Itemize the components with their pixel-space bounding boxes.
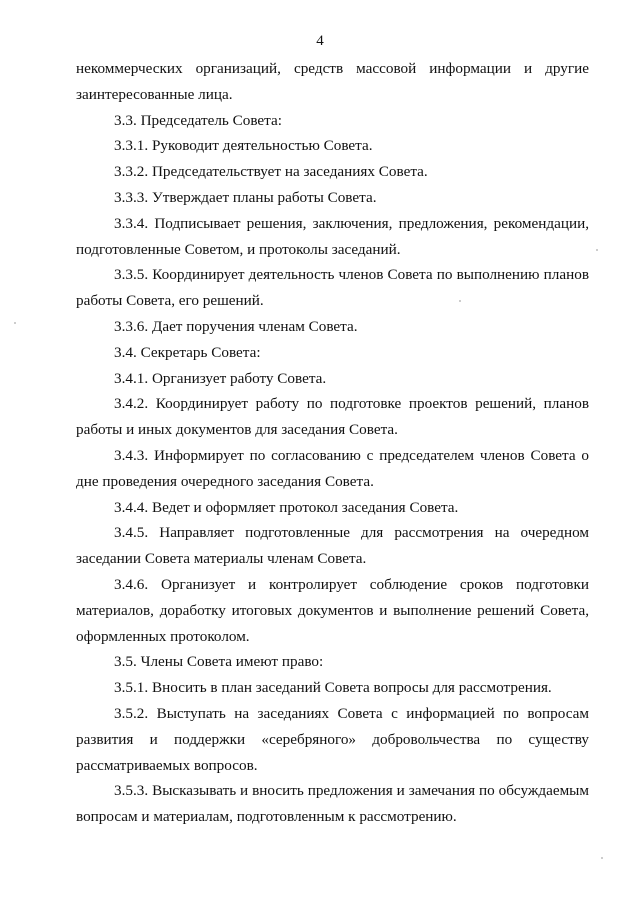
paragraph-3-3-heading: 3.3. Председатель Совета: bbox=[114, 111, 282, 129]
paragraph-3-4-5: 3.4.5. Направляет подготовленные для рассмотрения на очередном заседании Совета материалы членам Совета. bbox=[76, 524, 589, 568]
paragraph-3-5-3: 3.5.3. Высказывать и вносить предложения и замечания по обсуждаемым вопросам и материалам, подготовленным к рассмотрению. bbox=[76, 782, 589, 826]
paragraph-3-4-3: 3.4.3. Информирует по согласованию с председателем членов Совета о дне проведения очередного заседания Совета. bbox=[76, 446, 589, 490]
scan-speck bbox=[14, 322, 16, 324]
paragraph-3-3-6: 3.3.6. Дает поручения членам Совета. bbox=[114, 317, 358, 335]
paragraph-3-5-2: 3.5.2. Выступать на заседаниях Совета с информацией по вопросам развития и поддержки «серебряного» добровольчества по существу рассматриваемых вопросов. bbox=[76, 704, 589, 774]
paragraph-intro-continuation: некоммерческих организаций, средств массовой информации и другие заинтересованные лица. bbox=[76, 60, 589, 103]
paragraph-3-3-5: 3.3.5. Координирует деятельность членов Совета по выполнению планов работы Совета, его решений. bbox=[76, 266, 589, 310]
paragraph-3-3-2: 3.3.2. Председательствует на заседаниях Совета. bbox=[114, 163, 428, 181]
paragraph-3-4-heading: 3.4. Секретарь Совета: bbox=[114, 343, 261, 361]
paragraph-3-5-1: 3.5.1. Вносить в план заседаний Совета вопросы для рассмотрения. bbox=[114, 679, 552, 697]
scan-speck bbox=[459, 300, 461, 302]
document-body bbox=[76, 56, 589, 830]
paragraph-3-3-1: 3.3.1. Руководит деятельностью Совета. bbox=[114, 137, 373, 155]
paragraph-3-4-4: 3.4.4. Ведет и оформляет протокол заседания Совета. bbox=[114, 498, 459, 516]
scan-speck bbox=[596, 249, 598, 251]
paragraph-3-3-4: 3.3.4. Подписывает решения, заключения, предложения, рекомендации, подготовленные Советом, и протоколы заседаний. bbox=[76, 214, 589, 258]
paragraph-3-4-6: 3.4.6. Организует и контролирует соблюдение сроков подготовки материалов, доработку итоговых документов и выполнение решений Совета, оформленных протоколом. bbox=[76, 575, 589, 645]
paragraph-3-3-3: 3.3.3. Утверждает планы работы Совета. bbox=[114, 188, 377, 206]
paragraph-3-4-1: 3.4.1. Организует работу Совета. bbox=[114, 369, 327, 387]
paragraph-3-4-2: 3.4.2. Координирует работу по подготовке проектов решений, планов работы и иных документов для заседания Совета. bbox=[76, 395, 589, 439]
paragraph-3-5-heading: 3.5. Члены Совета имеют право: bbox=[114, 653, 324, 671]
page-number: 4 bbox=[316, 33, 324, 49]
scan-speck bbox=[601, 857, 603, 859]
